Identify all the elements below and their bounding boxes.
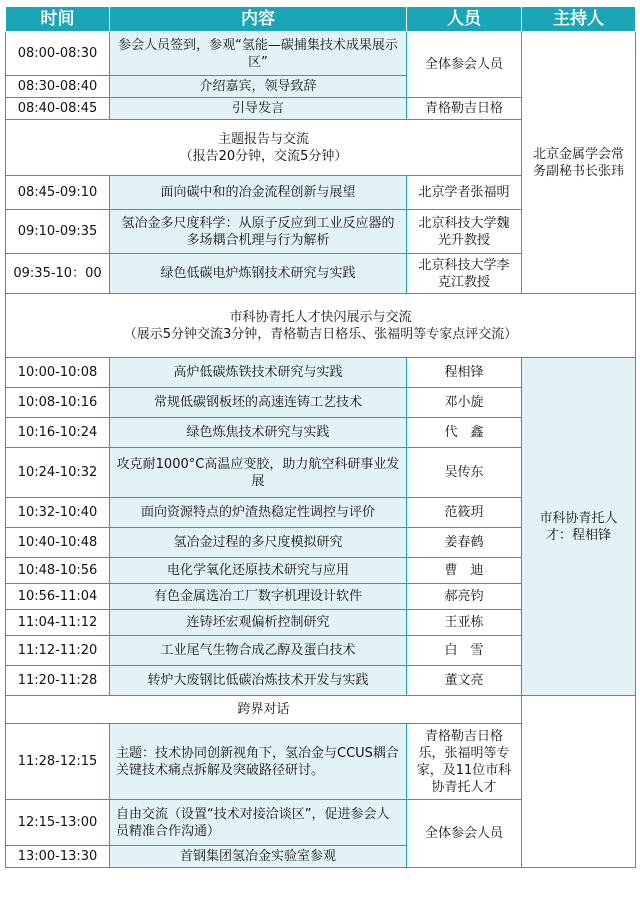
section-row: [6, 696, 636, 724]
content-cell: 绿色炼焦技术研究与实践: [110, 418, 407, 448]
section-heading: [6, 696, 522, 724]
content-cell: 电化学氧化还原技术研究与应用: [110, 558, 407, 584]
person-cell: 姜春鹤: [407, 528, 522, 558]
table-row: [6, 32, 636, 76]
content-cell: 转炉大废钢比低碳冶炼技术开发与实践: [110, 666, 407, 696]
content-cell: 面向资源特点的炉渣热稳定性调控与评价: [110, 498, 407, 528]
section-title: 市科协青托人才快闪展示与交流: [229, 309, 412, 325]
section-title: 跨界对话: [237, 702, 290, 717]
person-cell: 程相锋: [407, 358, 522, 388]
person-cell: 郝亮钧: [407, 584, 522, 610]
content-cell: 首钢集团氢冶金实验室参观: [110, 846, 407, 868]
time-cell: 10:16-10:24: [6, 418, 110, 448]
time-cell: 12:15-13:00: [6, 800, 110, 846]
header-time: 时间: [6, 7, 110, 32]
content-cell: 氢冶金过程的多尺度模拟研究: [110, 528, 407, 558]
content-cell: 连铸坯宏观偏析控制研究: [110, 610, 407, 636]
time-cell: 08:00-08:30: [6, 32, 110, 76]
section-heading: [6, 120, 522, 176]
content-cell: 面向碳中和的冶金流程创新与展望: [110, 176, 407, 210]
person-cell: 青格勒吉日格: [407, 98, 522, 120]
time-cell: 10:08-10:16: [6, 388, 110, 418]
person-cell: 曹 迪: [407, 558, 522, 584]
time-cell: 10:56-11:04: [6, 584, 110, 610]
content-cell: 有色金属选冶工厂数字机理设计软件: [110, 584, 407, 610]
time-cell: 10:40-10:48: [6, 528, 110, 558]
person-cell: 北京科技大学李克江教授: [407, 254, 522, 294]
content-cell: 高炉低碳炼铁技术研究与实践: [110, 358, 407, 388]
content-cell: 介绍嘉宾，领导致辞: [110, 76, 407, 98]
content-cell: 自由交流（设置“技术对接洽谈区”，促进参会人员精准合作沟通）: [110, 800, 407, 846]
person-cell: 代 鑫: [407, 418, 522, 448]
content-cell: 攻克耐1000°C高温应变胶，助力航空科研事业发展: [110, 448, 407, 498]
time-cell: 09:35-10：00: [6, 254, 110, 294]
section-title: 主题报告与交流: [217, 131, 309, 147]
person-cell: 北京科技大学魏光升教授: [407, 210, 522, 254]
content-cell: 绿色低碳电炉炼钢技术研究与实践: [110, 254, 407, 294]
time-cell: 11:28-12:15: [6, 724, 110, 800]
person-cell: 青格勒吉日格乐，张福明等专家，及11位市科协青托人才: [407, 724, 522, 800]
time-cell: 10:32-10:40: [6, 498, 110, 528]
content-cell: 主题：技术协同创新视角下，氢冶金与CCUS耦合关键技术痛点拆解及突破路径研讨。: [110, 724, 407, 800]
header-host: 主持人: [522, 7, 636, 32]
person-cell: 邓小旋: [407, 388, 522, 418]
table-row: [6, 358, 636, 388]
section-heading: [6, 294, 636, 358]
time-cell: 11:04-11:12: [6, 610, 110, 636]
person-cell: 全体参会人员: [407, 32, 522, 98]
host-cell-empty: [522, 696, 636, 868]
time-cell: 09:10-09:35: [6, 210, 110, 254]
person-cell: 北京学者张福明: [407, 176, 522, 210]
time-cell: 11:20-11:28: [6, 666, 110, 696]
person-cell: 王亚栋: [407, 610, 522, 636]
header-content: 内容: [110, 7, 407, 32]
time-cell: 13:00-13:30: [6, 846, 110, 868]
person-cell: 范筱玥: [407, 498, 522, 528]
time-cell: 08:40-08:45: [6, 98, 110, 120]
header-person: 人员: [407, 7, 522, 32]
content-cell: 氢冶金多尺度科学：从原子反应到工业反应器的多场耦合机理与行为解析: [110, 210, 407, 254]
time-cell: 11:12-11:20: [6, 636, 110, 666]
person-cell: 董文亮: [407, 666, 522, 696]
content-cell: 参会人员签到，参观“氢能—碳捕集技术成果展示区”: [110, 32, 407, 76]
host-cell: 市科协青托人才：程相锋: [522, 358, 636, 696]
header-row: [6, 7, 636, 32]
content-cell: 引导发言: [110, 98, 407, 120]
content-cell: 常规低碳钢板坯的高速连铸工艺技术: [110, 388, 407, 418]
time-cell: 08:30-08:40: [6, 76, 110, 98]
person-cell: 白 雪: [407, 636, 522, 666]
person-cell: 全体参会人员: [407, 800, 522, 868]
section-note: （报告20分钟，交流5分钟）: [179, 148, 348, 164]
section-row: [6, 294, 636, 358]
section-note: （展示5分钟交流3分钟，青格勒吉日格乐、张福明等专家点评交流）: [123, 326, 518, 342]
person-cell: 吴传东: [407, 448, 522, 498]
time-cell: 10:00-10:08: [6, 358, 110, 388]
host-cell: 北京金属学会常务副秘书长张玮: [522, 32, 636, 294]
time-cell: 10:48-10:56: [6, 558, 110, 584]
agenda-table: [5, 6, 636, 868]
time-cell: 08:45-09:10: [6, 176, 110, 210]
time-cell: 10:24-10:32: [6, 448, 110, 498]
content-cell: 工业尾气生物合成乙醇及蛋白技术: [110, 636, 407, 666]
